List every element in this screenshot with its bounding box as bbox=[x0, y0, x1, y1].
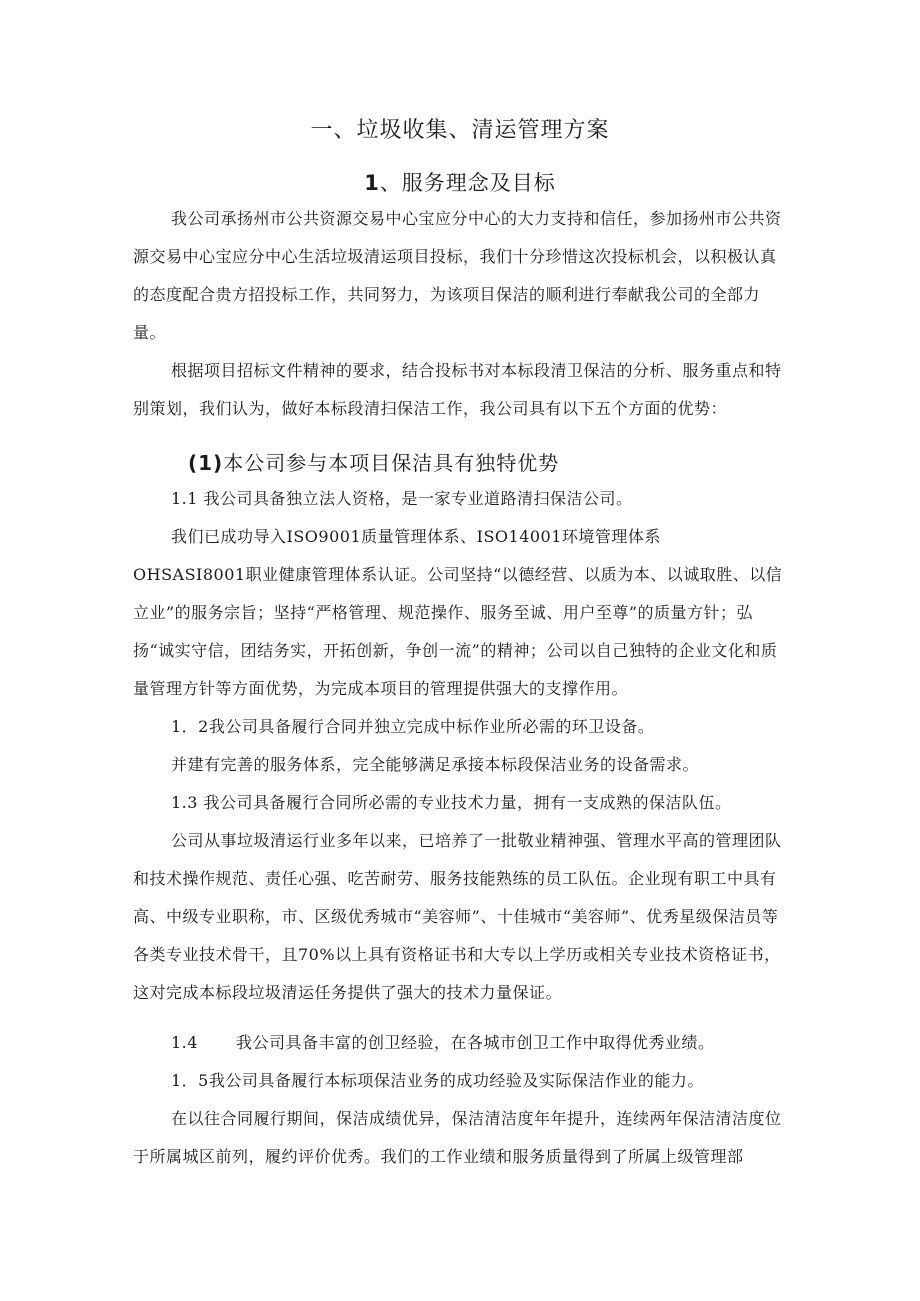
section-number: (1) bbox=[188, 451, 224, 475]
item-1-2: 1．2我公司具备履行合同并独立完成中标作业所必需的环卫设备。 bbox=[171, 717, 655, 736]
item-1-1: 1.1 我公司具备独立法人资格，是一家专业道路清扫保洁公司。 bbox=[171, 489, 633, 508]
paragraph-intro: 我公司承扬州市公共资源交易中心宝应分中心的大力支持和信任，参加扬州市公共资源交易中心宝应分中心生活垃圾清运项目投标，我们十分珍惜这次投标机会，以积极认真的态度配合贵方招投标工作，共同努力，为该项目保洁的顺利进行奉献我公司的全部力量。 bbox=[133, 209, 782, 342]
item-text: 我公司具备丰富的创卫经验，在各城市创卫工作中取得优秀业绩。 bbox=[235, 1033, 715, 1052]
section-number: 1 bbox=[364, 171, 380, 195]
section-heading-text: 本公司参与本项目保洁具有独特优势 bbox=[223, 451, 560, 475]
paragraph-certification-line1: 我们已成功导入ISO9001质量管理体系、ISO14001环境管理体系 bbox=[171, 527, 661, 546]
paragraph-service-system: 并建有完善的服务体系，完全能够满足承接本标段保洁业务的设备需求。 bbox=[171, 755, 700, 774]
section-heading-2 bbox=[188, 448, 559, 478]
item-1-5: 1．5我公司具备履行本标项保洁业务的成功经验及实际保洁作业的能力。 bbox=[171, 1071, 704, 1090]
section-heading-text: 、服务理念及目标 bbox=[379, 171, 556, 195]
paragraph-performance: 在以往合同履行期间，保洁成绩优异，保洁清洁度年年提升，连续两年保洁清洁度位于所属城区前列，履约评价优秀。我们的工作业绩和服务质量得到了所属上级管理部 bbox=[133, 1109, 782, 1166]
paragraph-certification: OHSASI8001职业健康管理体系认证。公司坚持“以德经营、以质为本、以诚取胜、以信立业”的服务宗旨；坚持“严格管理、规范操作、服务至诚、用户至尊”的质量方针；弘扬“诚实守信，团结务实，开拓创新，争创一流”的精神；公司以自己独特的企业文化和质量管理方针等方面优势，为完成本项目的管理提供强大的支撑作用。 bbox=[133, 565, 783, 698]
item-1-3: 1.3 我公司具备履行合同所必需的专业技术力量，拥有一支成熟的保洁队伍。 bbox=[171, 793, 732, 812]
section-heading-1 bbox=[0, 168, 920, 198]
item-number: 1.4 bbox=[171, 1033, 198, 1052]
paragraph-team: 公司从事垃圾清运行业多年以来，已培养了一批敬业精神强、管理水平高的管理团队和技术操作规范、责任心强、吃苦耐劳、服务技能熟练的员工队伍。企业现有职工中具有高、中级专业职称，市、区级优秀城市“美容师”、十佳城市“美容师”、优秀星级保洁员等各类专业技术骨干，且70%以上具有资格证书和大专以上学历或相关专业技术资格证书，这对完成本标段垃圾清运任务提供了强大的技术力量保证。 bbox=[133, 831, 782, 1002]
item-1-4 bbox=[171, 1024, 783, 1062]
paragraph-advantages: 根据项目招标文件精神的要求，结合投标书对本标段清卫保洁的分析、服务重点和特别策划，我们认为，做好本标段清扫保洁工作，我公司具有以下五个方面的优势： bbox=[133, 361, 782, 418]
document-title: 一、垃圾收集、清运管理方案 bbox=[310, 118, 610, 143]
